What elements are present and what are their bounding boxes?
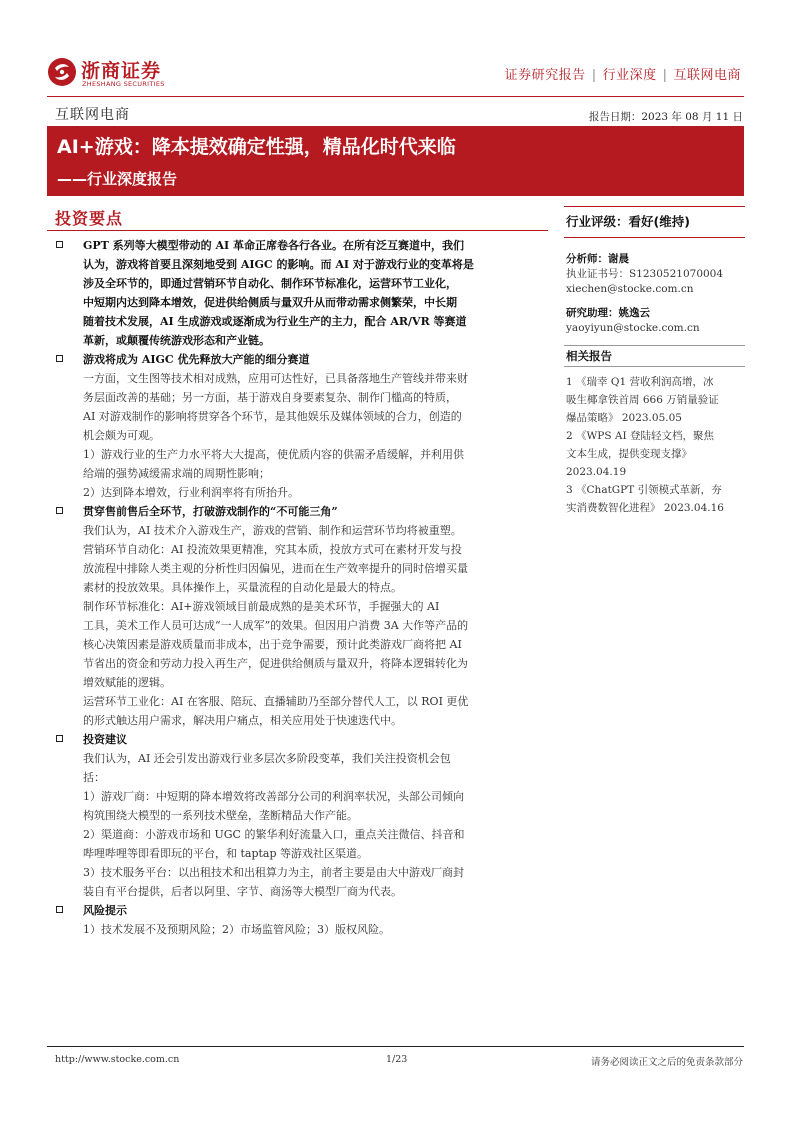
body-line: [55, 844, 547, 863]
body-line: [55, 787, 547, 806]
line-text: 增效赋能的逻辑。: [83, 676, 171, 689]
line-text: 中短期内达到降本增效，促进供给侧质与量双升从而带动需求侧繁荣，中长期: [83, 296, 457, 309]
body-line: [55, 863, 547, 882]
line-text: 1）游戏厂商：中短期的降本增效将改善部分公司的利润率状况，头部公司倾向: [83, 790, 464, 803]
line-text: 认为，游戏将首要且深刻地受到 AIGC 的影响。而 AI 对于游戏行业的变革将是: [83, 258, 474, 271]
bullet-heading: [55, 350, 547, 369]
breadcrumb-item: 行业深度: [602, 68, 657, 83]
bullet-heading: [55, 730, 547, 749]
bullet-heading: [55, 236, 547, 255]
line-text: 1）技术发展不及预期风险；2）市场监管风险；3）版权风险。: [83, 923, 390, 936]
body-line: [55, 692, 547, 711]
line-text: 贯穿售前售后全环节，打破游戏制作的“不可能三角”: [83, 505, 338, 518]
body-line: [55, 312, 547, 331]
line-text: 给端的强势减缓需求端的周期性影响；: [83, 467, 270, 480]
assistant-name: 研究助理：姚逸云: [566, 307, 650, 319]
sidebar-divider: [564, 237, 745, 238]
body-line: [55, 464, 547, 483]
checkbox-bullet-icon: [56, 906, 63, 913]
body-line: [55, 426, 547, 445]
line-text: 风险提示: [83, 904, 127, 917]
breadcrumb-separator: |: [591, 68, 597, 83]
line-text: 制作环节标准化：AI+游戏领域目前最成熟的是美术环节，手握强大的 AI: [83, 600, 440, 613]
related-report-line: 爆品策略》 2023.05.05: [566, 412, 682, 424]
body-line: [55, 521, 547, 540]
brand-logo: [47, 55, 172, 91]
industry-rating: 行业评级：看好(维持): [566, 214, 690, 229]
line-text: 我们认为，AI 还会引发出游戏行业多层次多阶段变革，我们关注投资机会包: [83, 752, 451, 765]
line-text: 装自有平台提供，后者以阿里、字节、商汤等大模型厂商为代表。: [83, 885, 402, 898]
line-text: 核心决策因素是游戏质量而非成本，出于竞争需要，预计此类游戏厂商将把 AI: [83, 638, 462, 651]
line-text: 务层面改善的基础；另一方面，基于游戏自身要素复杂、制作门槛高的特质，: [83, 391, 457, 404]
body-line: [55, 483, 547, 502]
brand-name: 浙商证券: [81, 60, 162, 82]
related-report-line[interactable]: 1 《瑞幸 Q1 营收利润高增，冰: [566, 376, 714, 388]
body-line: [55, 597, 547, 616]
line-text: GPT 系列等大模型带动的 AI 革命正席卷各行各业。在所有泛互赛道中，我们: [83, 239, 465, 252]
body-line: [55, 293, 547, 312]
body-line: [55, 768, 547, 787]
report-subtitle: ——行业深度报告: [57, 170, 178, 188]
assistant-email[interactable]: yaoyiyun@stocke.com.cn: [566, 322, 700, 334]
footer-disclaimer: 请务必阅读正文之后的免责条款部分: [590, 1057, 743, 1068]
line-text: 2）渠道商：小游戏市场和 UGC 的繁华利好流量入口，重点关注微信、抖音和: [83, 828, 465, 841]
line-text: 营销环节自动化：AI 投流效果更精准，究其本质，投放方式可在素材开发与投: [83, 543, 462, 556]
line-text: 哔哩哔哩等即看即玩的平台，和 taptap 等游戏社区渠道。: [83, 847, 369, 860]
checkbox-bullet-icon: [56, 355, 63, 362]
related-report-line[interactable]: 2 《WPS AI 登陆轻文档，聚焦: [566, 430, 714, 442]
related-reports-title: 相关报告: [566, 349, 612, 363]
body-line: [55, 654, 547, 673]
body-line: [55, 540, 547, 559]
line-text: 随着技术发展，AI 生成游戏或逐渐成为行业生产的主力，配合 AR/VR 等赛道: [83, 315, 467, 328]
section-divider: [47, 230, 548, 231]
line-text: 括：: [83, 771, 105, 784]
related-report-line[interactable]: 3 《ChatGPT 引领模式革新，夯: [566, 484, 722, 496]
body-line: [55, 711, 547, 730]
page-number: 1/23: [386, 1054, 408, 1065]
related-report-line: 2023.04.19: [566, 466, 627, 478]
line-text: 放流程中排除人类主观的分析性归因偏见，进而在生产效率提升的同时倍增买量: [83, 562, 468, 575]
checkbox-bullet-icon: [56, 507, 63, 514]
line-text: 素材的投放效果。具体操作上，买量流程的自动化是最大的特点。: [83, 581, 402, 594]
main-body: [55, 236, 547, 939]
line-text: 2）达到降本增效，行业利润率将有所抬升。: [83, 486, 299, 499]
breadcrumb-item: 证券研究报告: [504, 68, 586, 83]
body-line: [55, 407, 547, 426]
body-line: [55, 578, 547, 597]
line-text: 投资建议: [83, 733, 127, 746]
header-divider: [47, 96, 744, 97]
sector-label: 互联网电商: [55, 107, 130, 123]
body-line: [55, 882, 547, 901]
body-line: [55, 806, 547, 825]
line-text: 1）游戏行业的生产力水平将大大提高，使优质内容的供需矛盾缓解，并利用供: [83, 448, 464, 461]
related-report-line: 文本生成，提供变现支撑》: [566, 448, 692, 460]
footer-divider: [47, 1046, 744, 1047]
line-text: 构筑围绕大模型的一系列技术壁垒，垄断精品大作产能。: [83, 809, 358, 822]
section-title: 投资要点: [55, 209, 124, 228]
body-line: [55, 825, 547, 844]
line-text: 工具，美术工作人员可达成“一人成军”的效果。但因用户消费 3A 大作等产品的: [83, 619, 469, 632]
body-line: [55, 616, 547, 635]
footer-url[interactable]: http://www.stocke.com.cn: [55, 1054, 180, 1065]
related-report-line: 吸生椰拿铁首周 666 万销量验证: [566, 394, 719, 406]
line-text: 运营环节工业化：AI 在客服、陪玩、直播辅助乃至部分替代人工，以 ROI 更优: [83, 695, 469, 708]
body-line: [55, 255, 547, 274]
line-text: 革新，或颠覆传统游戏形态和产业链。: [83, 334, 270, 347]
line-text: 涉及全环节的，即通过营销环节自动化、制作环节标准化，运营环节工业化，: [83, 277, 457, 290]
line-text: 一方面，文生图等技术相对成熟，应用可达性好，已具备落地生产管线并带来财: [83, 372, 468, 385]
related-report-line: 实消费数智化进程》 2023.04.16: [566, 502, 724, 514]
line-text: 我们认为，AI 技术介入游戏生产，游戏的营销、制作和运营环节均将被重塑。: [83, 524, 462, 537]
body-line: [55, 635, 547, 654]
body-line: [55, 274, 547, 293]
report-date: 报告日期：2023 年 08 月 11 日: [588, 111, 743, 123]
body-line: [55, 331, 547, 350]
sidebar: [564, 206, 745, 517]
line-text: 的形式触达用户需求，解决用户痛点，相关应用处于快速迭代中。: [83, 714, 402, 727]
brand-name-en: ZHESHANG SECURITIES: [82, 80, 165, 88]
bullet-heading: [55, 901, 547, 920]
line-text: 节省出的资金和劳动力投入再生产，促进供给侧质与量双升，将降本逻辑转化为: [83, 657, 468, 670]
body-line: [55, 369, 547, 388]
breadcrumb-item: 互联网电商: [673, 68, 741, 83]
related-reports-list: [564, 373, 745, 517]
checkbox-bullet-icon: [56, 735, 63, 742]
sidebar-divider: [564, 366, 745, 367]
line-text: 机会颇为可观。: [83, 429, 160, 442]
bullet-heading: [55, 502, 547, 521]
brand-mark-icon: [47, 55, 77, 89]
checkbox-bullet-icon: [56, 241, 63, 248]
body-line: [55, 920, 547, 939]
analyst-name: 分析师：谢晨: [566, 253, 629, 265]
line-text: 3）技术服务平台：以出租技术和出租算力为主，前者主要是由大中游戏厂商封: [83, 866, 464, 879]
analyst-email[interactable]: xiechen@stocke.com.cn: [566, 283, 694, 295]
report-title: AI+游戏：降本提效确定性强，精品化时代来临: [57, 136, 456, 158]
breadcrumb-separator: |: [662, 68, 668, 83]
body-line: [55, 445, 547, 464]
body-line: [55, 388, 547, 407]
body-line: [55, 559, 547, 578]
line-text: AI 对游戏制作的影响将贯穿各个环节，是其他娱乐及媒体领域的合力，创造的: [83, 410, 462, 423]
breadcrumb: [505, 64, 741, 83]
analyst-cert: 执业证书号：S1230521070004: [566, 268, 724, 280]
line-text: 游戏将成为 AIGC 优先释放大产能的细分赛道: [83, 353, 310, 366]
body-line: [55, 673, 547, 692]
body-line: [55, 749, 547, 768]
